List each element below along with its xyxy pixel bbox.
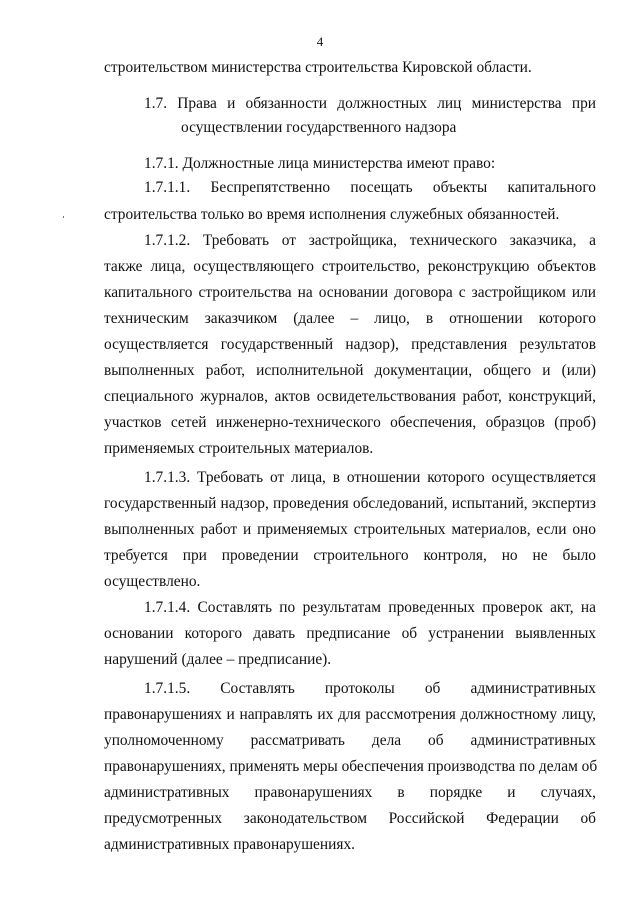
margin-mark — [63, 216, 64, 218]
text-line: осуществляется государственный надзор), представления результатов — [104, 336, 596, 353]
text-line: государственный надзор, проведения обследований, испытаний, экспертиз — [104, 495, 596, 512]
text-line: 1.7.1.2. Требовать от застройщика, технического заказчика, а — [144, 232, 596, 249]
text-line: техническим заказчиком (далее – лицо, в отношении которого — [104, 310, 596, 327]
text-line: строительства только во время исполнения служебных обязанностей. — [104, 206, 560, 223]
text-line: строительством министерства строительства Кировской области. — [104, 59, 532, 76]
text-line: требуется при проведении строительного контроля, но не было — [104, 547, 596, 564]
text-line: основании которого давать предписание об устранении выявленных — [104, 625, 596, 642]
page-number: 4 — [316, 34, 324, 49]
text-line: также лица, осуществляющего строительство, реконструкцию объектов — [104, 258, 596, 275]
text-line: 1.7.1.5. Составлять протоколы об административных — [144, 680, 596, 697]
text-line: 1.7. Права и обязанности должностных лиц министерства при — [144, 95, 596, 112]
text-line: нарушений (далее – предписание). — [104, 651, 332, 668]
text-line: предусмотренных законодательством Российской Федерации об — [104, 810, 596, 827]
text-line: осуществлении государственного надзора — [181, 119, 457, 136]
text-line: применяемых строительных материалов. — [104, 440, 374, 457]
text-line: выполненных работ и применяемых строительных материалов, если оно — [104, 521, 596, 538]
text-line: административных правонарушениях. — [104, 836, 355, 853]
text-line: участков сетей инженерно-технического обеспечения, образцов (проб) — [104, 414, 596, 431]
text-line: 1.7.1. Должностные лица министерства имеют право: — [144, 155, 496, 172]
text-line: уполномоченному рассматривать дела об административных — [104, 732, 596, 749]
text-line: выполненных работ, исполнительной документации, общего и (или) — [104, 362, 596, 379]
text-line: административных правонарушениях в порядке и случаях, — [104, 784, 596, 801]
text-line: правонарушениях, применять меры обеспечения производства по делам об — [104, 758, 598, 775]
text-line: 1.7.1.4. Составлять по результатам проведенных проверок акт, на — [144, 599, 596, 616]
text-line: 1.7.1.3. Требовать от лица, в отношении которого осуществляется — [144, 469, 596, 486]
text-line: осуществлено. — [104, 573, 201, 590]
text-line: правонарушениях и направлять их для рассмотрения должностному лицу, — [104, 706, 596, 723]
text-line: 1.7.1.1. Беспрепятственно посещать объекты капитального — [144, 179, 596, 196]
text-line: капитального строительства на основании договора с застройщиком или — [104, 284, 596, 301]
text-line: специального журналов, актов освидетельствования работ, конструкций, — [104, 388, 596, 405]
